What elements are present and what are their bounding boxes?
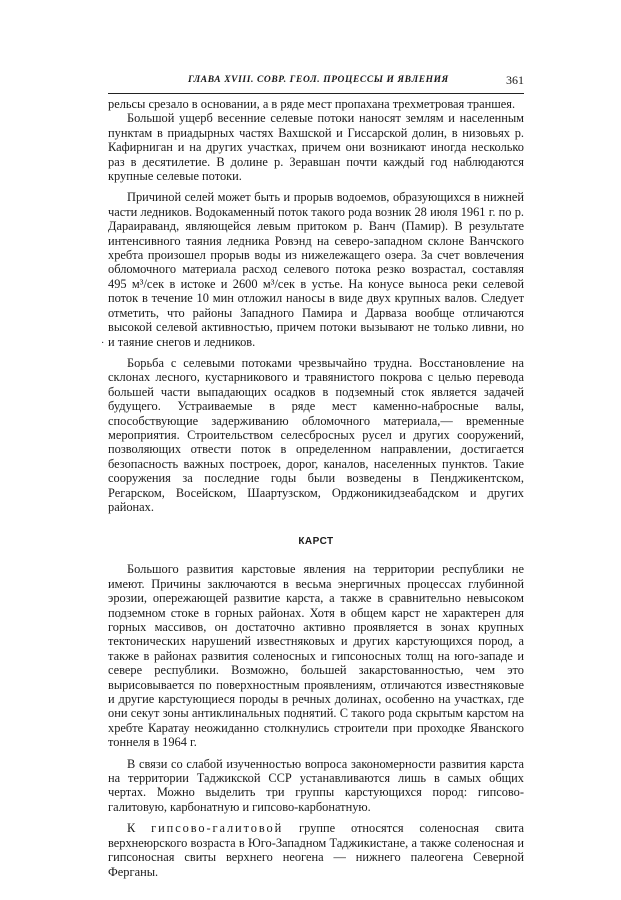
paragraph-karst-overview: Большого развития карстовые явления на территории республики не имеют. Причины заключаются в весьма энергичных процессах глубинной эрозии, опережающей развитие карста, а также в сравнительно невысоком подземном стоке в горных районах. Хотя в общем карст не характерен для горных массивов, он достаточно активно проявляется в зонах крупных тектонических нарушений известняковых и других карстующихся пород, а также в районах развития соленосных и гипсоносных толщ на юго-западе и севере республики. Возможно, большей закарстованностью, чем это вырисовывается по поверхностным проявлениям, отличаются известняковые и другие карстующиеся породы в речных долинах, особенно на участках, где они секут зоны антиклинальных поднятий. С такого рода скрытым карстом на хребте Каратау неожиданно столкнулись строители при проходке Яванского тоннеля в 1964 г.	[108, 562, 524, 750]
paragraph-lead: К	[127, 821, 136, 836]
spacer	[108, 814, 524, 821]
paragraph-rest: группе относятся соленосная свита верхнеюрского возраста в Юго-Западном Таджикистане, а также соленосная и гипсоносная свиты верхнего неогена — нижнего палеогена Северной Ферганы.	[108, 821, 524, 879]
paragraph-damage: Большой ущерб весенние селевые потоки наносят землям и населенным пунктам в приадырных частях Вахшской и Гиссарской долин, в низовьях р. Кафирниган и на других участках, причем они возникают иногда несколько раз в десятилетие. В долине р. Зеравшан почти каждый год наблюдаются крупные селевые потоки.	[108, 111, 524, 184]
spacer	[108, 547, 524, 562]
paragraph-karst-groups: В связи со слабой изученностью вопроса закономерности развития карста на территории Таджикской ССР устанавливаются лишь в самых общих чертах. Можно выделить три группы карстующихся пород: гипсово-галитовую, карбонатную и гипсово-карбонатную.	[108, 756, 524, 814]
spacer	[108, 349, 524, 356]
paragraph-continuation: рельсы срезало в основании, а в ряде мест пропахана трехметровая траншея.	[108, 97, 516, 111]
spacer	[108, 514, 524, 536]
page-number: 361	[506, 73, 524, 87]
spacer	[108, 183, 524, 190]
chapter-title: ГЛАВА XVIII. СОВР. ГЕОЛ. ПРОЦЕССЫ И ЯВЛЕНИЯ	[188, 75, 449, 85]
paragraph-gypsum-halite	[108, 821, 524, 879]
section-title: КАРСТ	[298, 536, 334, 548]
running-header	[108, 75, 524, 94]
paragraph-mudflow-control: Борьба с селевыми потоками чрезвычайно трудна. Восстановление на склонах лесного, кустарникового и травянистого покрова с целью перевода большей части выпадающих осадков в подземный сток является задачей будущего. Устраиваемые в ряде мест каменно-набросные валы, способствующие задерживанию обломочного материала,— временные мероприятия. Строительством селесбросных русел и других сооружений, позволяющих отвести поток в определенном направлении, достигается безопасность важных построек, дорог, каналов, населенных пунктов. Такие сооружения за последние годы были возведены в Пенджикентском, Регарском, Восейском, Шаартузском, Орджоникидзеабадском и других районах.	[108, 355, 524, 514]
page-body	[108, 97, 524, 879]
margin-mark: ·	[101, 338, 105, 349]
spaced-term: гипсово-галитовой	[151, 821, 284, 836]
spacer	[108, 750, 524, 757]
paragraph-lake-outburst: Причиной селей может быть и прорыв водоемов, образующихся в нижней части ледников. Водокаменный поток такого рода возник 28 июля 1961 г. по р. Дараираванд, являющейся левым притоком р. Ванч (Памир). В результате интенсивного таяния ледника Ровэнд на северо-западном склоне Ванчского хребта произошел прорыв воды из нижележащего озера. За счет вовлечения обломочного материала расход селевого потока резко возрастал, составляя 495 м³/сек в истоке и 2600 м³/сек в устье. На конусе выноса реки селевой поток в течение 10 мин отложил наносы в виде двух крупных валов. Следует отметить, что районы Западного Памира и Дарваза вообще отличаются высокой селевой активностью, причем потоки вызывают не только ливни, но и таяние снегов и ледников.	[108, 190, 524, 349]
